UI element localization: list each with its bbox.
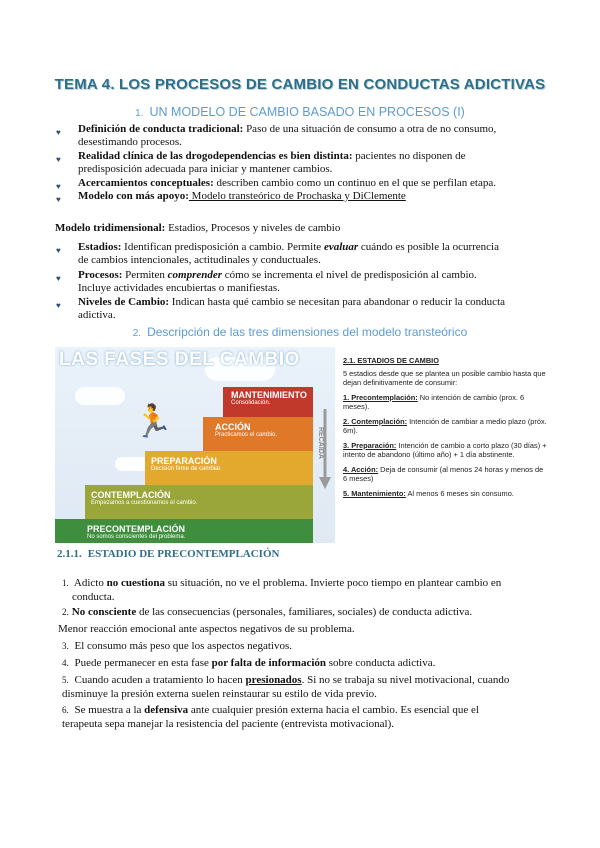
- stage-title: PREPARACIÓN: [151, 456, 217, 466]
- heart-bullet-icon: ♥: [56, 182, 61, 191]
- stages-summary-heading: 2.1. ESTADIOS DE CAMBIO: [343, 356, 439, 365]
- numbered-item: 3. El consumo más peso que los aspectos negativos.: [62, 640, 293, 652]
- bullet-item: [56, 269, 558, 296]
- section-number: 1.: [135, 108, 144, 119]
- bullet-text: Identifican predisposición a cambio. Permite: [121, 241, 324, 253]
- bullet-text: Indican hasta qué cambio se necesitan para abandonar o reducir la conducta: [169, 296, 506, 308]
- stages-summary-box: [343, 356, 549, 498]
- numbered-item: 2. No consciente de las consecuencias (personales, familiares, sociales) de conducta adictiva.: [62, 606, 473, 618]
- bullet-text: desestimando procesos.: [78, 136, 182, 149]
- stage-step: [55, 519, 313, 543]
- bullet-link[interactable]: Modelo transteórico de Prochaska y DiClemente: [188, 190, 406, 202]
- section-number: 2.: [132, 328, 142, 339]
- climbing-person-icon: 🏃: [133, 403, 173, 439]
- bullet-term: Realidad clínica de las drogodependencias es bien distinta:: [78, 150, 353, 162]
- stage-subtitle: Practicamos el cambio.: [215, 432, 278, 438]
- bullet-term: Acercamientos conceptuales:: [78, 177, 214, 189]
- bullet-text: cuándo es posible la ocurrencia: [358, 241, 499, 253]
- stage-item: 3. Preparación: Intención de cambio a corto plazo (30 días) + intento de abandono (último año) + 1 día abstinente.: [343, 441, 547, 459]
- numbered-item: 4. Puede permanecer en esta fase por falta de información sobre conducta adictiva.: [62, 657, 436, 669]
- bullet-item: [56, 123, 548, 150]
- bullet-item: [56, 241, 558, 268]
- stage-step: [85, 485, 313, 519]
- stage-subtitle: Consolidación.: [231, 400, 271, 406]
- modelo-term: Modelo tridimensional:: [55, 222, 166, 234]
- numbered-item: 6. Se muestra a la defensiva ante cualquier presión externa hacia el cambio. Es esencial que el terapeuta sepa manejar la resistencia del paciente (entrevista motivacional).: [62, 704, 479, 730]
- bullet-text: describen cambio como un continuo en el que se perfilan etapa.: [213, 177, 496, 189]
- bullet-emphasis: evaluar: [323, 241, 359, 253]
- section-title: UN MODELO DE CAMBIO BASADO EN PROCESOS (I): [149, 105, 465, 119]
- bullet-text: Incluye actividades encubiertas o manifiestas.: [78, 282, 280, 295]
- stage-title: MANTENIMIENTO: [231, 390, 307, 400]
- bullet-term: Procesos:: [78, 269, 123, 281]
- page-title: TEMA 4. LOS PROCESOS DE CAMBIO EN CONDUCTAS ADICTIVAS: [54, 76, 546, 93]
- paragraph: Menor reacción emocional ante aspectos negativos de su problema.: [58, 623, 355, 635]
- bullet-text: Paso de una situación de consumo a otra de no consumo,: [243, 123, 497, 135]
- bullet-text: adictiva.: [78, 309, 116, 322]
- stage-item: 2. Contemplación: Intención de cambiar a medio plazo (próx. 6m).: [343, 417, 547, 435]
- stage-title: PRECONTEMPLACIÓN: [87, 524, 186, 534]
- heart-bullet-icon: ♥: [56, 128, 61, 137]
- stage-subtitle: No somos conscientes del problema.: [87, 534, 186, 540]
- modelo-line: [55, 222, 340, 235]
- relapse-label: RECAÍDA: [317, 427, 324, 459]
- section-heading-1: [0, 105, 600, 119]
- bullet-term: Modelo con más apoyo:: [78, 190, 189, 202]
- heart-bullet-icon: ♥: [56, 155, 61, 164]
- section-title: ESTADIO DE PRECONTEMPLACIÓN: [87, 548, 280, 560]
- section-title: Descripción de las tres dimensiones del modelo transteórico: [147, 325, 468, 339]
- phases-of-change-image: [55, 347, 335, 543]
- stage-title: CONTEMPLACIÓN: [91, 490, 171, 500]
- bullet-term: Estadios:: [78, 241, 122, 253]
- stage-subtitle: Decisión firme de cambiar.: [151, 466, 222, 472]
- heart-bullet-icon: ♥: [56, 274, 61, 283]
- bullet-term: Niveles de Cambio:: [78, 296, 170, 308]
- heart-bullet-icon: ♥: [56, 301, 61, 310]
- stage-subtitle: Empezamos a cuestionarnos el cambio.: [91, 500, 198, 506]
- bullet-text: pacientes no disponen de: [352, 150, 466, 162]
- numbered-item: 5. Cuando acuden a tratamiento lo hacen presionados. Si no se trabaja su nivel motivacional, cuando disminuye la presión externa suelen reinstaurar su estilo de vida previo.: [62, 674, 510, 700]
- bullet-item: [56, 177, 548, 191]
- bullet-item: [56, 190, 548, 204]
- stage-title: ACCIÓN: [215, 422, 251, 432]
- stage-step: [223, 387, 313, 417]
- image-title: LAS FASES DEL CAMBIO: [59, 349, 300, 370]
- stages-summary-intro: 5 estadios desde que se plantea un posible cambio hasta que dejan definitivamente de consumir:: [343, 369, 546, 387]
- bullet-emphasis: comprender: [167, 269, 223, 281]
- section-number: 2.1.1.: [57, 548, 82, 560]
- section-heading-3: [57, 548, 279, 560]
- section-heading-2: [0, 325, 600, 339]
- bullet-item: [56, 150, 548, 177]
- stage-item: 4. Acción: Deja de consumir (al menos 24 horas y menos de 6 meses): [343, 465, 544, 483]
- stage-item: 1. Precontemplación: No intención de cambio (prox. 6 meses).: [343, 393, 525, 411]
- heart-bullet-icon: ♥: [56, 246, 61, 255]
- bullet-text: cómo se incrementa el nivel de predisposición al cambio.: [222, 269, 477, 281]
- heart-bullet-icon: ♥: [56, 195, 61, 204]
- bullet-text: de cambios intencionales, actitudinales y conductuales.: [78, 254, 321, 267]
- numbered-item: 1. Adicto no cuestiona su situación, no ve el problema. Invierte poco tiempo en plantear cambio en conducta.: [62, 577, 502, 603]
- modelo-text: Estadios, Procesos y niveles de cambio: [165, 222, 341, 234]
- stage-step: [145, 451, 313, 485]
- stage-step: [203, 417, 313, 451]
- bullet-term: Definición de conducta tradicional:: [78, 123, 244, 135]
- bullet-item: [56, 296, 558, 323]
- stage-item: 5. Mantenimiento: Al menos 6 meses sin consumo.: [343, 489, 514, 498]
- bullet-text: Permiten: [122, 269, 168, 281]
- bullet-text: predisposición adecuada para iniciar y mantener cambios.: [78, 163, 333, 176]
